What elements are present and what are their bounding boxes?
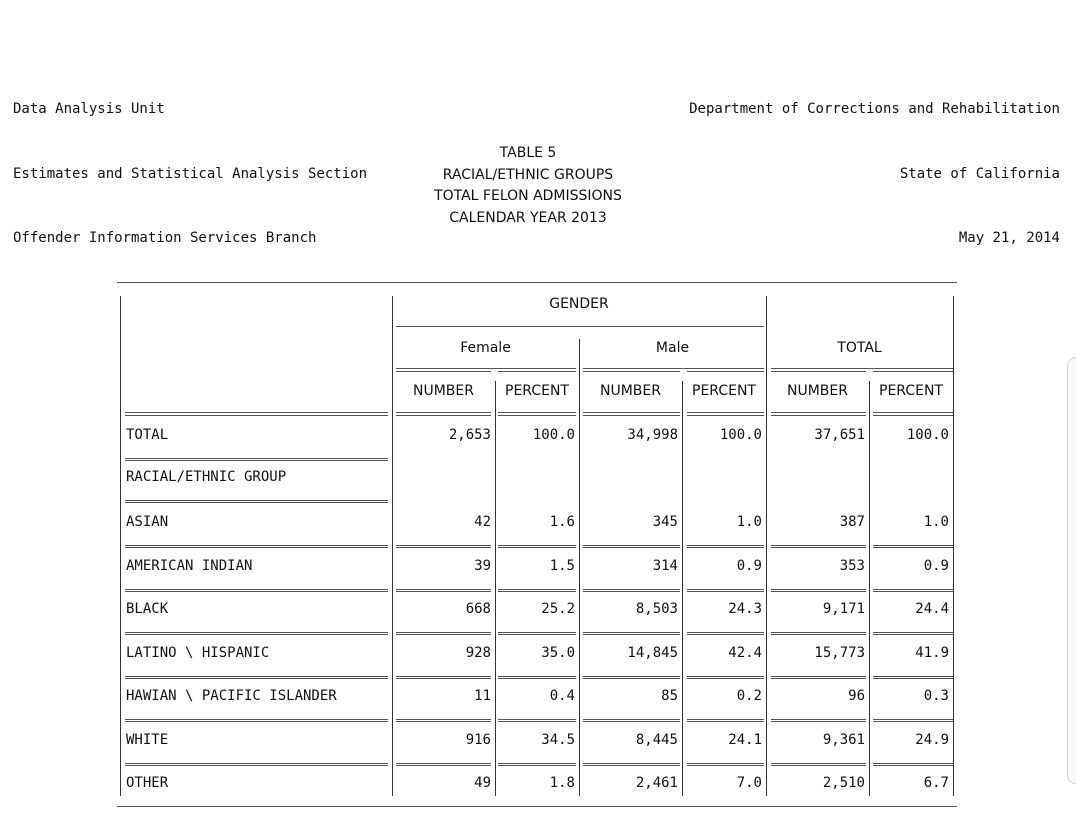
row-divider [687,763,764,764]
row-divider [583,589,680,590]
row-divider [873,765,953,766]
table-cell: 9,171 [822,601,865,617]
row-divider [771,412,866,413]
table-cell: 1.0 [736,514,762,530]
top-rule [117,282,957,283]
row-divider [771,763,866,764]
row-divider [396,721,491,722]
scrollbar[interactable] [1067,357,1076,784]
table-cell: 2,461 [635,775,678,791]
row-divider [498,589,576,590]
row-divider [873,415,953,416]
row-divider [771,371,866,372]
table-cell: 100.0 [532,427,575,443]
table-cell: 34,998 [627,427,678,443]
row-divider [583,763,680,764]
row-divider [873,547,953,548]
table-cell: 41.9 [915,645,949,661]
row-divider [498,632,576,633]
row-label: HAWIAN \ PACIFIC ISLANDER [126,688,337,704]
table-cell: 6.7 [923,775,949,791]
row-divider [125,545,388,546]
table-cell: 0.9 [923,558,949,574]
table-cell: 8,503 [635,601,678,617]
row-divider [771,589,866,590]
column-divider [766,296,767,796]
row-divider [873,545,953,546]
table-cell: 11 [474,688,491,704]
percent-column-header: PERCENT [879,383,943,399]
row-divider [396,676,491,677]
percent-column-header: PERCENT [505,383,569,399]
row-label: BLACK [126,601,169,617]
row-divider [873,719,953,720]
table-cell: 8,445 [635,732,678,748]
row-divider [873,632,953,633]
table-cell: 96 [848,688,865,704]
row-divider [583,765,680,766]
bottom-rule [117,806,957,807]
table-cell: 9,361 [822,732,865,748]
table-cell: 24.4 [915,601,949,617]
table-period: CALENDAR YEAR 2013 [449,209,607,226]
row-divider [583,719,680,720]
row-divider [396,371,491,372]
data-table [117,296,957,796]
table-cell: 37,651 [814,427,865,443]
row-divider [396,719,491,720]
table-cell: 24.9 [915,732,949,748]
column-divider [120,296,121,796]
row-divider [771,634,866,635]
row-divider [125,412,388,413]
section-name: Estimates and Statistical Analysis Section [13,165,368,182]
table-cell: 7.0 [736,775,762,791]
row-divider [583,591,680,592]
row-divider [687,547,764,548]
row-divider [687,371,764,372]
table-cell: 42 [474,514,491,530]
table-cell: 916 [465,732,491,748]
row-divider [873,371,953,372]
row-label: ASIAN [126,514,169,530]
row-divider [396,763,491,764]
column-divider [953,296,954,796]
row-divider [125,678,388,679]
row-divider [396,678,491,679]
row-divider [125,415,388,416]
row-divider [125,460,388,461]
row-divider [125,500,388,501]
row-divider [583,632,680,633]
row-divider [687,678,764,679]
row-divider [498,634,576,635]
header-left [13,56,367,271]
row-divider [583,368,764,369]
row-divider [498,765,576,766]
row-divider [125,589,388,590]
row-divider [396,634,491,635]
row-divider [687,632,764,633]
female-header: Female [460,340,511,356]
table-cell: 2,510 [822,775,865,791]
row-divider [873,678,953,679]
row-divider [125,502,388,503]
table-cell: 0.4 [549,688,575,704]
table-cell: 314 [652,558,678,574]
row-divider [125,765,388,766]
row-divider [771,415,866,416]
row-divider [687,765,764,766]
table-cell: 345 [652,514,678,530]
table-cell: 2,653 [448,427,491,443]
row-divider [687,721,764,722]
row-divider [873,589,953,590]
table-cell: 1.5 [549,558,575,574]
row-divider [396,632,491,633]
row-divider [687,719,764,720]
row-divider [771,676,866,677]
gender-header: GENDER [549,296,609,312]
table-cell: 387 [839,514,865,530]
row-divider [873,676,953,677]
row-divider [687,589,764,590]
row-divider [125,721,388,722]
row-divider [583,415,680,416]
table-cell: 0.3 [923,688,949,704]
row-label: WHITE [126,732,169,748]
department-name: Department of Corrections and Rehabilitation [689,101,1060,117]
table-cell: 100.0 [906,427,949,443]
table-cell: 1.6 [549,514,575,530]
unit-name: Data Analysis Unit [13,101,165,117]
row-label: AMERICAN INDIAN [126,558,253,574]
row-divider [771,547,866,548]
number-column-header: NUMBER [413,383,474,399]
table-cell: 0.9 [736,558,762,574]
table-measure: TOTAL FELON ADMISSIONS [434,188,622,204]
row-divider [687,545,764,546]
report-date: May 21, 2014 [958,230,1060,246]
row-divider [771,632,866,633]
row-label: LATINO \ HISPANIC [126,645,270,661]
table-cell: 24.1 [728,732,762,748]
row-divider [396,545,491,546]
table-cell: 1.0 [923,514,949,530]
row-divider [687,415,764,416]
row-label: OTHER [126,775,169,791]
row-divider [498,371,576,372]
row-divider [396,591,491,592]
table-cell: 0.2 [736,688,762,704]
state-name: State of California [899,165,1060,182]
row-divider [687,591,764,592]
row-divider [583,721,680,722]
row-divider [396,415,491,416]
row-divider [771,591,866,592]
row-divider [125,632,388,633]
row-divider [771,721,866,722]
group-heading: RACIAL/ETHNIC GROUP [126,469,287,485]
row-divider [873,721,953,722]
row-divider [125,763,388,764]
row-divider [583,678,680,679]
row-divider [125,634,388,635]
row-divider [873,634,953,635]
row-divider [771,719,866,720]
percent-column-header: PERCENT [692,383,756,399]
row-divider [396,368,576,369]
row-divider [583,676,680,677]
row-divider [771,545,866,546]
table-cell: 100.0 [719,427,762,443]
row-divider [498,719,576,720]
row-divider [498,721,576,722]
row-divider [498,415,576,416]
row-divider [873,412,953,413]
row-divider [125,591,388,592]
number-column-header: NUMBER [787,383,848,399]
branch-name: Offender Information Services Branch [13,230,317,246]
number-column-header: NUMBER [600,383,661,399]
table-cell: 14,845 [627,645,678,661]
table-cell: 42.4 [728,645,762,661]
row-divider [125,719,388,720]
table-cell: 85 [661,688,678,704]
row-divider [498,591,576,592]
table-cell: 1.8 [549,775,575,791]
row-divider [583,412,680,413]
table-title [378,143,678,229]
row-divider [396,765,491,766]
row-divider [873,591,953,592]
header-right [689,56,1060,271]
row-divider [396,547,491,548]
table-cell: 15,773 [814,645,865,661]
table-cell: 34.5 [541,732,575,748]
male-header: Male [655,340,690,356]
table-cell: 24.3 [728,601,762,617]
row-divider [771,368,953,369]
table-cell: 25.2 [541,601,575,617]
row-divider [498,678,576,679]
table-cell: 353 [839,558,865,574]
row-divider [498,676,576,677]
row-divider [498,545,576,546]
row-divider [125,676,388,677]
row-label: TOTAL [126,427,169,443]
row-divider [498,763,576,764]
row-divider [771,765,866,766]
row-divider [583,547,680,548]
row-divider [396,326,764,327]
table-cell: 668 [465,601,491,617]
row-divider [583,545,680,546]
row-divider [396,412,491,413]
row-divider [125,547,388,548]
table-number: TABLE 5 [499,145,557,161]
table-cell: 49 [474,775,491,791]
table-cell: 39 [474,558,491,574]
total-header: TOTAL [837,340,882,356]
row-divider [687,634,764,635]
row-divider [583,371,680,372]
row-divider [771,678,866,679]
row-divider [498,412,576,413]
row-divider [687,676,764,677]
column-divider [392,296,393,796]
table-cell: 928 [465,645,491,661]
row-divider [498,547,576,548]
row-divider [583,634,680,635]
row-divider [687,412,764,413]
table-cell: 35.0 [541,645,575,661]
row-divider [396,589,491,590]
row-divider [125,458,388,459]
table-subject: RACIAL/ETHNIC GROUPS [442,166,614,183]
row-divider [873,763,953,764]
